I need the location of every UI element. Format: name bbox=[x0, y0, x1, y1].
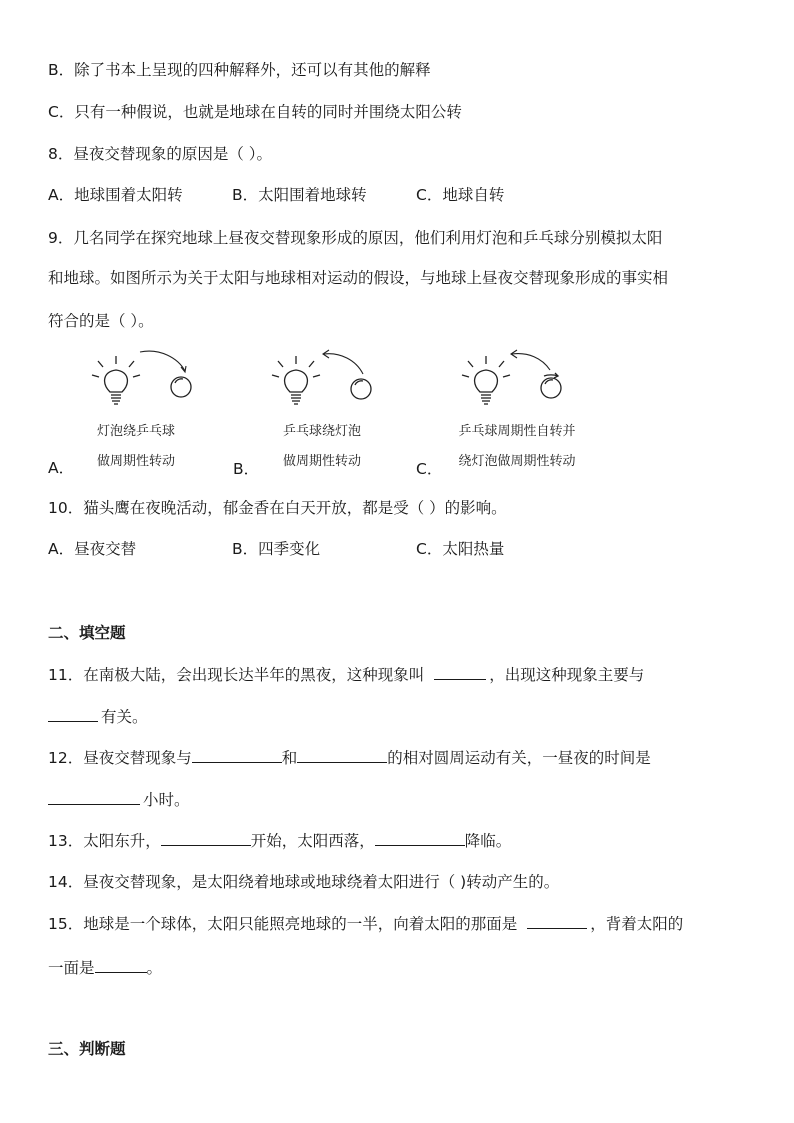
question-15-line-2 bbox=[48, 957, 162, 978]
bulb-icon bbox=[272, 356, 320, 404]
answer-blank[interactable] bbox=[161, 830, 251, 846]
orbit-arrow-icon bbox=[140, 351, 186, 372]
q8-option-b: B．太阳围着地球转 bbox=[232, 186, 367, 204]
figure-a-label: A． bbox=[48, 459, 75, 477]
figure-b-label: B． bbox=[233, 460, 260, 478]
option-b-text: B．除了书本上呈现的四种解释外，还可以有其他的解释 bbox=[48, 61, 431, 79]
q15-text-d: 。 bbox=[146, 959, 163, 977]
figure-b-diagram bbox=[268, 346, 378, 412]
q11-text-b: ，出现这种现象主要与 bbox=[489, 666, 645, 684]
q15-text-c: 一面是 bbox=[48, 959, 95, 977]
section-heading-fill-in: 二、填空题 bbox=[48, 624, 126, 642]
answer-blank[interactable] bbox=[297, 747, 387, 763]
figure-c-label: C． bbox=[416, 460, 443, 478]
question-13 bbox=[48, 830, 511, 851]
q12-text-b: 和 bbox=[281, 749, 298, 767]
q10-option-c: C．太阳热量 bbox=[416, 540, 505, 558]
question-11-line-2 bbox=[48, 706, 148, 727]
question-9-line-2: 和地球。如图所示为关于太阳与地球相对运动的假设，与地球上昼夜交替现象形成的事实相 bbox=[48, 269, 669, 287]
q10-option-a: A．昼夜交替 bbox=[48, 540, 137, 558]
answer-blank[interactable] bbox=[434, 664, 486, 680]
section-heading-judgment: 三、判断题 bbox=[48, 1040, 126, 1058]
orbit-arrow-icon bbox=[511, 350, 550, 370]
figure-c-diagram bbox=[458, 346, 568, 412]
question-12-line-1 bbox=[48, 747, 651, 768]
ball-icon bbox=[351, 379, 371, 399]
answer-blank[interactable] bbox=[375, 830, 465, 846]
question-9-line-3: 符合的是（ ）。 bbox=[48, 312, 154, 330]
option-c-text: C．只有一种假说，也就是地球在自转的同时并围绕太阳公转 bbox=[48, 103, 462, 121]
q12-text-d: 小时。 bbox=[143, 791, 190, 809]
ball-icon bbox=[171, 377, 191, 397]
ball-icon bbox=[541, 373, 561, 398]
q13-text-a: 13．太阳东升， bbox=[48, 832, 161, 850]
answer-blank[interactable] bbox=[527, 913, 587, 929]
question-14: 14．昼夜交替现象，是太阳绕着地球或地球绕着太阳进行（ )转动产生的。 bbox=[48, 873, 560, 891]
q10-option-b: B．四季变化 bbox=[232, 540, 321, 558]
question-11-line-1 bbox=[48, 664, 644, 685]
q8-option-a: A．地球围着太阳转 bbox=[48, 186, 183, 204]
answer-blank[interactable] bbox=[192, 747, 282, 763]
figure-a-caption-2: 做周期性转动 bbox=[96, 454, 175, 469]
answer-blank[interactable] bbox=[95, 957, 147, 973]
q11-text-c: 有关。 bbox=[101, 708, 148, 726]
q15-text-b: ，背着太阳的 bbox=[590, 915, 684, 933]
q13-text-c: 降临。 bbox=[464, 832, 512, 850]
bulb-icon bbox=[92, 356, 140, 404]
orbit-arrow-icon bbox=[323, 350, 363, 374]
question-12-line-2 bbox=[48, 789, 190, 810]
bulb-icon bbox=[462, 356, 510, 404]
question-9-line-1: 9．几名同学在探究地球上昼夜交替现象形成的原因，他们利用灯泡和乒乓球分别模拟太阳 bbox=[48, 229, 663, 247]
answer-blank[interactable] bbox=[48, 706, 98, 722]
q11-text-a: 11．在南极大陆，会出现长达半年的黑夜，这种现象叫 bbox=[48, 666, 425, 684]
question-10: 10．猫头鹰在夜晚活动，郁金香在白天开放，都是受（ ）的影响。 bbox=[48, 499, 507, 517]
figure-c-caption-2: 绕灯泡做周期性转动 bbox=[458, 454, 576, 469]
figure-a-caption-1: 灯泡绕乒乓球 bbox=[96, 424, 175, 439]
figure-c-caption-1: 乒乓球周期性自转并 bbox=[458, 424, 576, 439]
question-15-line-1 bbox=[48, 913, 683, 934]
q8-option-c: C．地球自转 bbox=[416, 186, 505, 204]
answer-blank[interactable] bbox=[48, 789, 140, 805]
figure-a-diagram bbox=[88, 346, 198, 412]
figure-b-caption-1: 乒乓球绕灯泡 bbox=[282, 424, 361, 439]
question-8: 8．昼夜交替现象的原因是（ ）。 bbox=[48, 145, 273, 163]
q15-text-a: 15．地球是一个球体，太阳只能照亮地球的一半，向着太阳的那面是 bbox=[48, 915, 518, 933]
q12-text-a: 12．昼夜交替现象与 bbox=[48, 749, 192, 767]
q13-text-b: 开始，太阳西落， bbox=[250, 832, 375, 850]
figure-b-caption-2: 做周期性转动 bbox=[282, 454, 361, 469]
q12-text-c: 的相对圆周运动有关，一昼夜的时间是 bbox=[387, 749, 651, 767]
